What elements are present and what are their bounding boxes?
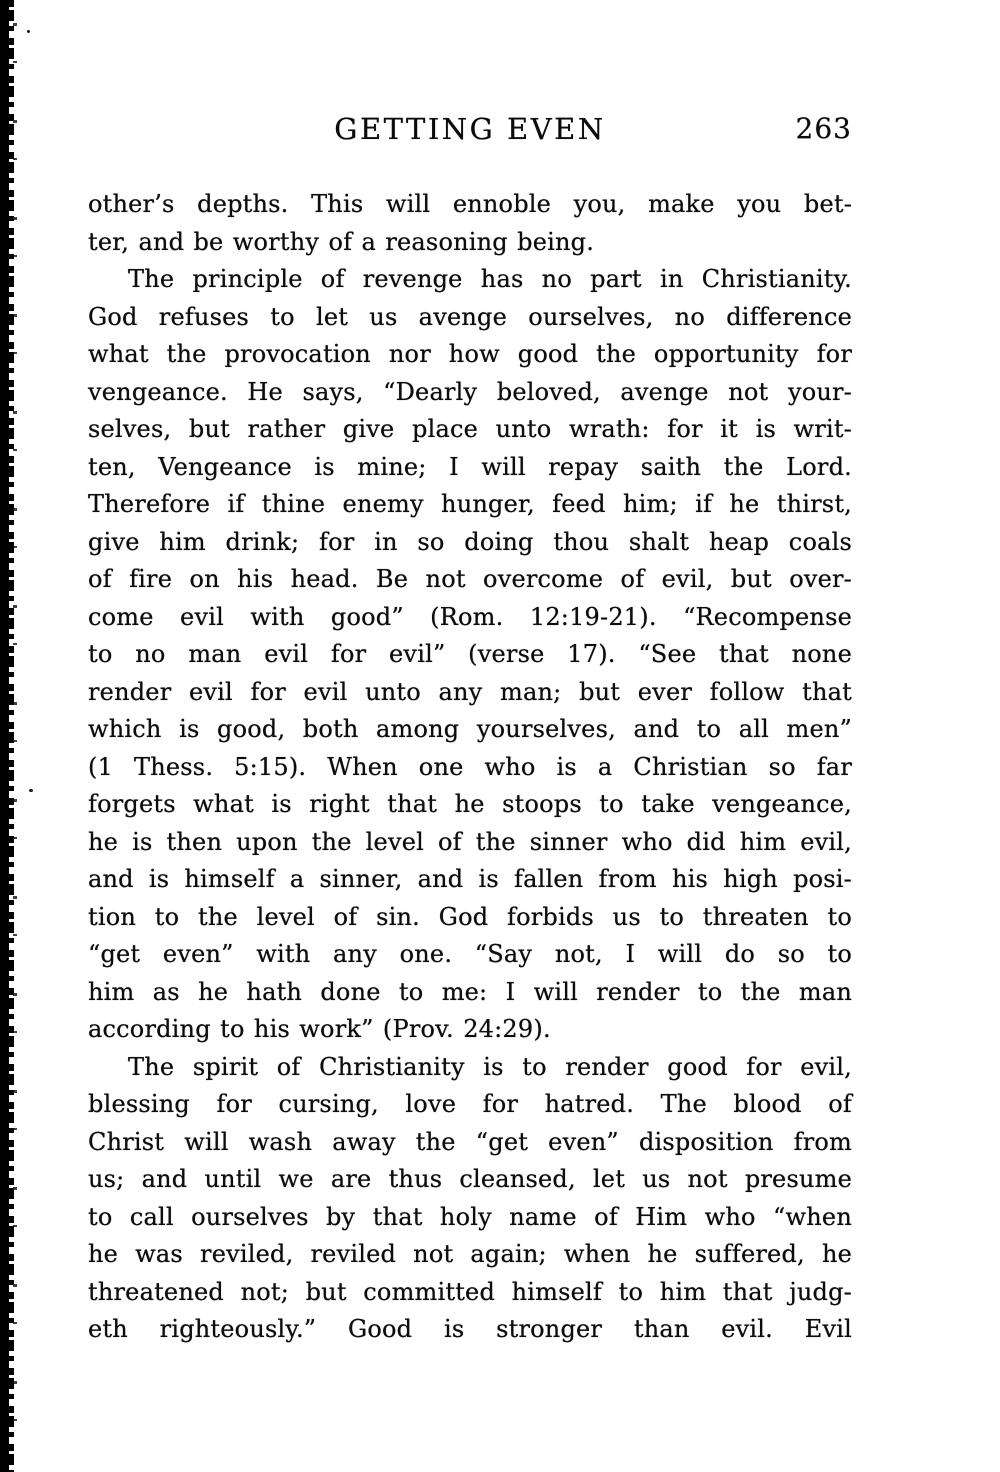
text-line: him as he hath done to me: I will render to the man [88, 977, 852, 1006]
text-line: (1 Thess. 5:15). When one who is a Christian so far [88, 752, 852, 781]
text-line: us; and until we are thus cleansed, let us not presume [88, 1165, 852, 1193]
text-line: and is himself a sinner, and is fallen from his high posi- [88, 865, 852, 893]
text-line: render evil for evil unto any man; but ever follow that [88, 677, 852, 706]
page-number: 263 [795, 112, 852, 145]
text-line: come evil with good” (Rom. 12:19-21). “Recompense [88, 602, 852, 631]
text-line: vengeance. He says, “Dearly beloved, avenge not your- [88, 377, 852, 406]
text-line: other’s depths. This will ennoble you, make you bet- [88, 190, 852, 218]
text-line: to no man evil for evil” (verse 17). “See that none [88, 640, 852, 668]
text-line: of fire on his head. Be not overcome of evil, but over- [88, 565, 852, 593]
text-line: he was reviled, reviled not again; when he suffered, he [88, 1240, 852, 1268]
text-line: Therefore if thine enemy hunger, feed him; if he thirst, [88, 490, 852, 518]
text-line: he is then upon the level of the sinner who did him evil, [88, 827, 852, 856]
page-title: GETTING EVEN [334, 112, 606, 146]
text-line: The spirit of Christianity is to render good for evil, [128, 1052, 852, 1081]
paragraph [88, 186, 852, 261]
text-line: which is good, both among yourselves, and to all men” [88, 715, 852, 743]
text-line: God refuses to let us avenge ourselves, no difference [88, 302, 852, 331]
page-body [88, 186, 852, 1349]
paragraph [88, 261, 852, 1049]
text-line: ten, Vengeance is mine; I will repay saith the Lord. [88, 452, 852, 481]
text-line: eth righteously.” Good is stronger than evil. Evil [88, 1315, 852, 1343]
text-line: according to his work” (Prov. 24:29). [88, 1015, 551, 1043]
binding-edge-speckle [13, 0, 17, 1472]
text-line: forgets what is right that he stoops to take vengeance, [88, 790, 852, 818]
text-line: tion to the level of sin. God forbids us to threaten to [88, 902, 852, 931]
text-line: ter, and be worthy of a reasoning being. [88, 227, 595, 256]
text-line: to call ourselves by that holy name of Him who “when [88, 1202, 852, 1231]
scan-speck [29, 789, 33, 792]
text-line: Christ will wash away the “get even” disposition from [88, 1127, 852, 1156]
binding-edge [0, 0, 15, 1472]
running-header [88, 112, 852, 146]
paragraph [88, 1049, 852, 1349]
text-line: give him drink; for in so doing thou shalt heap coals [88, 527, 852, 556]
text-line: selves, but rather give place unto wrath: for it is writ- [88, 415, 852, 443]
text-line: threatened not; but committed himself to him that judg- [88, 1277, 852, 1306]
text-line: The principle of revenge has no part in Christianity. [128, 265, 852, 293]
scan-speck [27, 30, 30, 33]
text-line: blessing for cursing, love for hatred. The blood of [88, 1090, 852, 1118]
text-line: what the provocation nor how good the opportunity for [88, 340, 852, 368]
text-line: “get even” with any one. “Say not, I will do so to [88, 940, 852, 968]
